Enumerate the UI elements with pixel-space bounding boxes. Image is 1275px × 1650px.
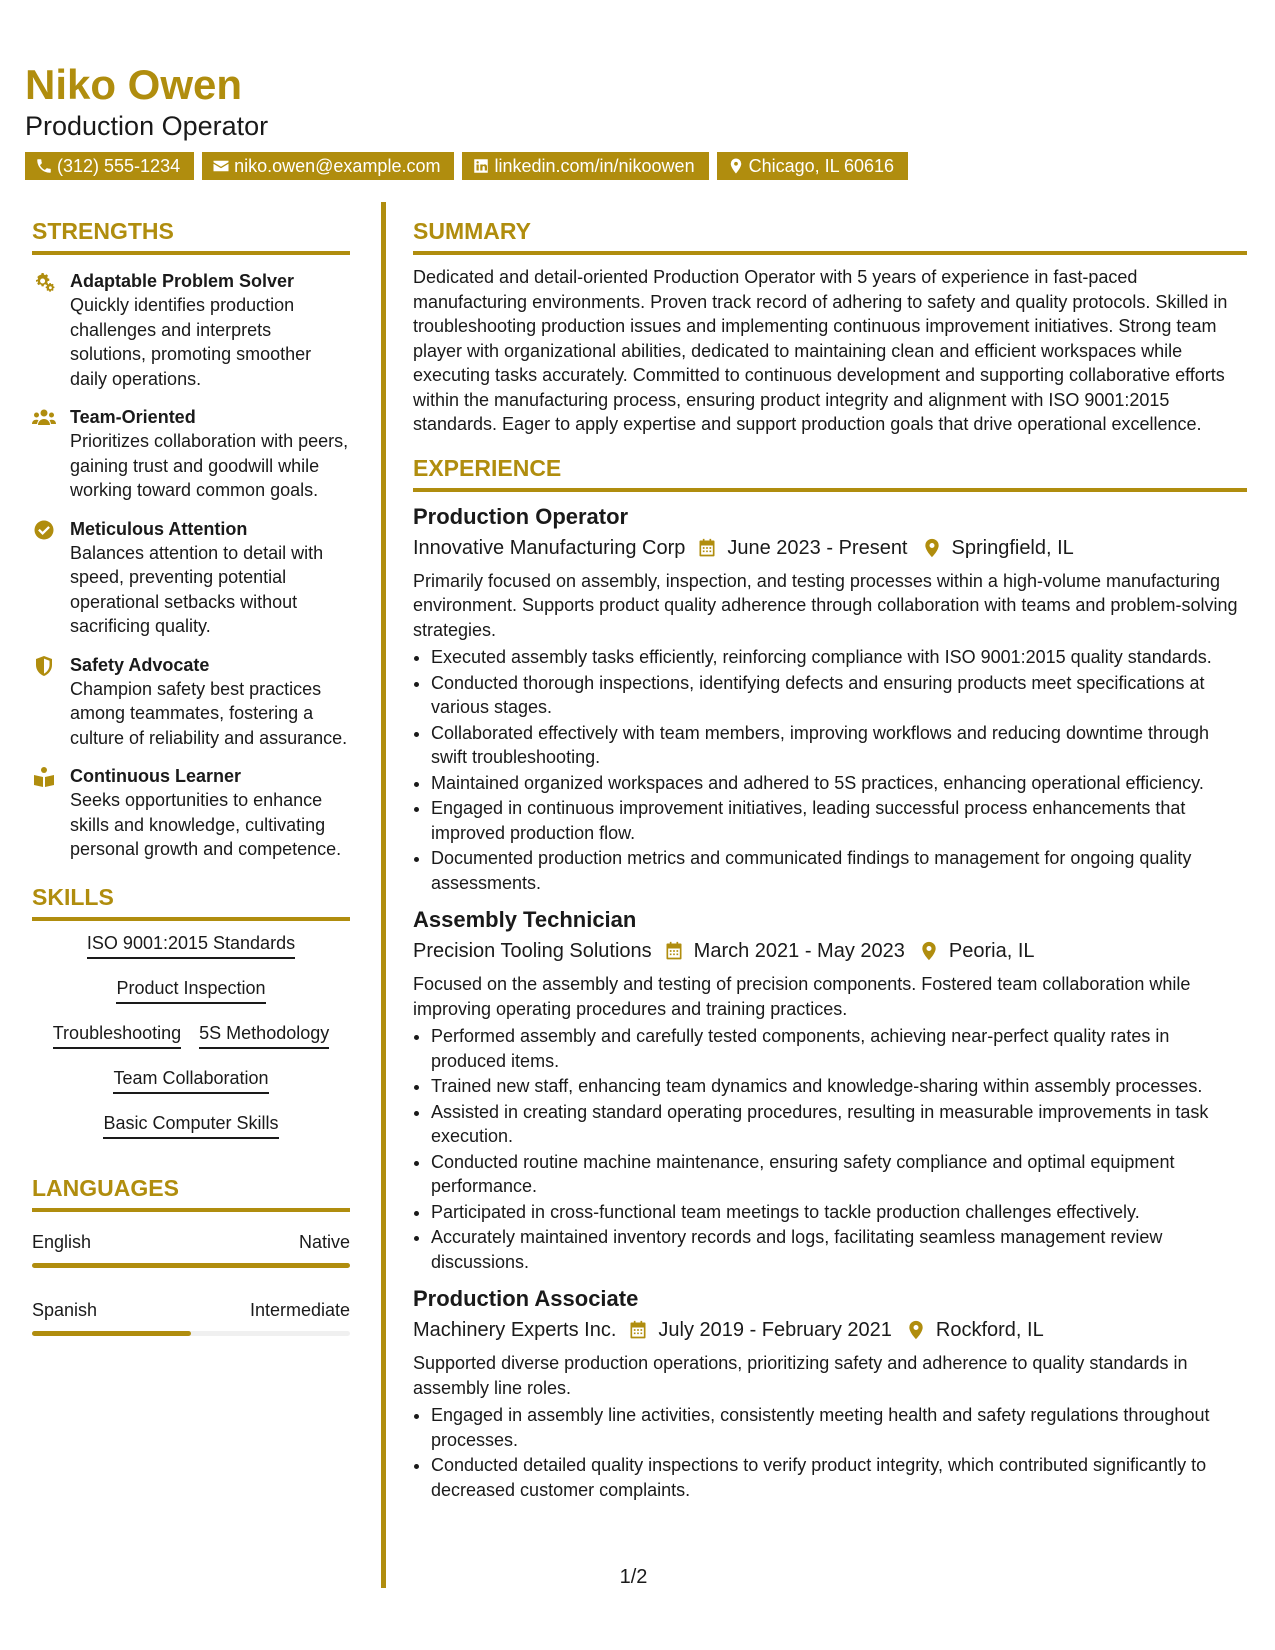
strength-item bbox=[32, 764, 350, 862]
summary-heading: SUMMARY bbox=[413, 216, 1247, 255]
page-number: 1/2 bbox=[619, 1566, 648, 1588]
languages-heading: LANGUAGES bbox=[32, 1173, 350, 1212]
job-bullet: • Accurately maintained inventory records and logs, facilitating seamless management review discussions. bbox=[431, 1225, 1247, 1274]
skills-list bbox=[32, 931, 350, 1139]
job-list bbox=[413, 502, 1247, 1503]
calendar-icon bbox=[664, 941, 684, 961]
strength-desc: Balances attention to detail with speed, preventing potential operational setbacks without sacrificing quality. bbox=[70, 542, 324, 636]
calendar-icon bbox=[697, 538, 717, 558]
skill-tag: Basic Computer Skills bbox=[103, 1111, 278, 1139]
language-item bbox=[32, 1298, 350, 1336]
strength-item bbox=[32, 405, 350, 503]
job-entry bbox=[413, 502, 1247, 896]
language-proficiency-fill bbox=[32, 1263, 350, 1268]
check-circle-icon bbox=[32, 519, 56, 541]
skill-tag: 5S Methodology bbox=[199, 1021, 329, 1049]
strength-name: Meticulous Attention bbox=[70, 518, 248, 539]
language-name: Spanish bbox=[32, 1299, 98, 1320]
job-title: Production Associate bbox=[413, 1286, 639, 1311]
job-bullet: • Assisted in creating standard operating procedures, resulting in measurable improvements in task execution. bbox=[431, 1100, 1247, 1149]
contact-email[interactable] bbox=[202, 152, 454, 180]
job-dates: June 2023 - Present bbox=[727, 536, 908, 559]
job-entry bbox=[413, 1284, 1247, 1502]
phone-icon bbox=[35, 157, 53, 175]
strength-name: Team-Oriented bbox=[70, 407, 196, 427]
skills-heading: SKILLS bbox=[32, 882, 350, 921]
map-pin-icon bbox=[906, 1320, 926, 1340]
strength-name: Safety Advocate bbox=[70, 654, 210, 675]
job-bullet: • Maintained organized workspaces and adhered to 5S practices, enhancing operational efficiency. bbox=[431, 771, 1247, 796]
skill-tag: Product Inspection bbox=[116, 976, 265, 1004]
book-reader-icon bbox=[32, 766, 56, 788]
contact-email-text: niko.owen@example.com bbox=[234, 156, 441, 176]
experience-heading: EXPERIENCE bbox=[413, 453, 1247, 492]
strength-name: Continuous Learner bbox=[70, 766, 242, 786]
job-title: Production Operator bbox=[413, 503, 629, 529]
job-company: Innovative Manufacturing Corp bbox=[413, 536, 686, 559]
contact-bar bbox=[25, 152, 916, 180]
strength-desc: Champion safety best practices among teammates, fostering a culture of reliability and assurance. bbox=[70, 678, 348, 748]
skill-tag: ISO 9001:2015 Standards bbox=[87, 931, 295, 959]
job-meta bbox=[413, 533, 1247, 563]
language-proficiency-bar bbox=[32, 1263, 350, 1268]
job-location: Rockford, IL bbox=[935, 1319, 1044, 1341]
language-level: Native bbox=[298, 1231, 350, 1252]
column-divider bbox=[381, 202, 386, 1588]
contact-location[interactable] bbox=[717, 152, 908, 180]
right-column bbox=[413, 216, 1247, 1503]
language-proficiency-bar bbox=[32, 1331, 350, 1336]
calendar-icon bbox=[628, 1320, 648, 1340]
people-icon bbox=[32, 407, 56, 429]
gears-icon bbox=[32, 271, 56, 293]
map-pin-icon bbox=[922, 538, 942, 558]
strength-desc: Quickly identifies production challenges and interprets solutions, promoting smoother daily operations. bbox=[70, 295, 312, 389]
strengths-heading: STRENGTHS bbox=[32, 216, 350, 255]
job-description: Supported diverse production operations, prioritizing safety and adherence to quality standards in assembly line roles. bbox=[413, 1353, 1188, 1398]
contact-phone[interactable] bbox=[25, 152, 194, 180]
job-bullet: • Engaged in assembly line activities, consistently meeting health and safety regulations throughout processes. bbox=[431, 1403, 1247, 1452]
job-entry bbox=[413, 905, 1247, 1274]
job-company: Machinery Experts Inc. bbox=[413, 1319, 617, 1341]
linkedin-icon bbox=[472, 157, 490, 175]
language-item bbox=[32, 1230, 350, 1268]
summary-text: Dedicated and detail-oriented Production Operator with 5 years of experience in fast-paced manufacturing environments. Proven track record of adhering to safety and quality protocols. Skilled in troubleshooting production issues and implementing continuous improvement initiatives. Strong team player with organizational abilities, dedicated to maintaining clean and efficient workspaces while executing tasks accurately. Committed to continuous development and supporting collaborative efforts within the manufacturing process, ensuring product integrity and alignment with ISO 9001:2015 standards. Eager to apply expertise and support production goals that drive operational excellence. bbox=[413, 267, 1228, 434]
map-pin-icon bbox=[919, 941, 939, 961]
job-bullet: • Conducted detailed quality inspections to verify product integrity, which contributed significantly to decreased customer complaints. bbox=[431, 1453, 1247, 1502]
job-bullet: • Trained new staff, enhancing team dynamics and knowledge-sharing within assembly processes. bbox=[431, 1074, 1247, 1099]
job-bullets bbox=[413, 645, 1247, 895]
job-bullet: • Executed assembly tasks efficiently, reinforcing compliance with ISO 9001:2015 quality standards. bbox=[431, 645, 1247, 670]
job-description: Focused on the assembly and testing of precision components. Fostered team collaboration while improving operating procedures and training practices. bbox=[413, 974, 1191, 1019]
job-dates: March 2021 - May 2023 bbox=[693, 940, 905, 962]
job-bullet: • Collaborated effectively with team members, improving workflows and reducing downtime through swift troubleshooting. bbox=[431, 721, 1247, 770]
job-bullets bbox=[413, 1024, 1247, 1274]
shield-icon bbox=[32, 655, 56, 677]
language-proficiency-fill bbox=[32, 1331, 191, 1336]
job-bullet: • Conducted routine machine maintenance, ensuring safety compliance and optimal equipment performance. bbox=[431, 1150, 1247, 1199]
contact-location-text: Chicago, IL 60616 bbox=[748, 156, 895, 176]
job-meta bbox=[413, 936, 1247, 966]
strength-desc: Seeks opportunities to enhance skills and knowledge, cultivating personal growth and competence. bbox=[70, 790, 342, 859]
job-bullet: • Documented production metrics and communicated findings to management for ongoing quality assessments. bbox=[431, 846, 1247, 895]
job-meta bbox=[413, 1315, 1247, 1345]
skill-tag: Troubleshooting bbox=[53, 1021, 181, 1049]
resume-header bbox=[25, 60, 268, 142]
job-dates: July 2019 - February 2021 bbox=[658, 1319, 892, 1341]
strength-item bbox=[32, 517, 350, 639]
job-bullet: • Engaged in continuous improvement initiatives, leading successful process enhancements that improved production flow. bbox=[431, 796, 1247, 845]
strength-item bbox=[32, 653, 350, 751]
candidate-name: Niko Owen bbox=[25, 61, 243, 108]
strength-item bbox=[32, 269, 350, 391]
left-column bbox=[32, 216, 350, 1336]
job-location: Springfield, IL bbox=[951, 536, 1074, 559]
map-pin-icon bbox=[727, 157, 745, 175]
strength-name: Adaptable Problem Solver bbox=[70, 271, 295, 291]
job-location: Peoria, IL bbox=[948, 940, 1035, 962]
candidate-title: Production Operator bbox=[25, 111, 269, 141]
language-level: Intermediate bbox=[249, 1299, 350, 1320]
job-bullets bbox=[413, 1403, 1247, 1502]
contact-linkedin-text: linkedin.com/in/nikoowen bbox=[494, 156, 695, 176]
job-description: Primarily focused on assembly, inspection, and testing processes within a high-volume manufacturing environment. Supports product quality adherence through collaboration with teams and problem-solving strategies. bbox=[413, 570, 1238, 640]
job-bullet: • Performed assembly and carefully tested components, achieving near-perfect quality rates in produced items. bbox=[431, 1024, 1247, 1073]
job-bullet: • Conducted thorough inspections, identifying defects and ensuring products meet specifications at various stages. bbox=[431, 671, 1247, 720]
job-company: Precision Tooling Solutions bbox=[413, 940, 652, 962]
language-name: English bbox=[32, 1231, 92, 1252]
envelope-icon bbox=[212, 157, 230, 175]
contact-linkedin[interactable] bbox=[462, 152, 708, 180]
skill-tag: Team Collaboration bbox=[113, 1066, 268, 1094]
contact-phone-text: (312) 555-1234 bbox=[57, 156, 181, 176]
job-title: Assembly Technician bbox=[413, 907, 637, 932]
job-bullet: • Participated in cross-functional team meetings to tackle production challenges effectively. bbox=[431, 1200, 1247, 1225]
strength-desc: Prioritizes collaboration with peers, gaining trust and goodwill while working toward common goals. bbox=[70, 431, 349, 500]
